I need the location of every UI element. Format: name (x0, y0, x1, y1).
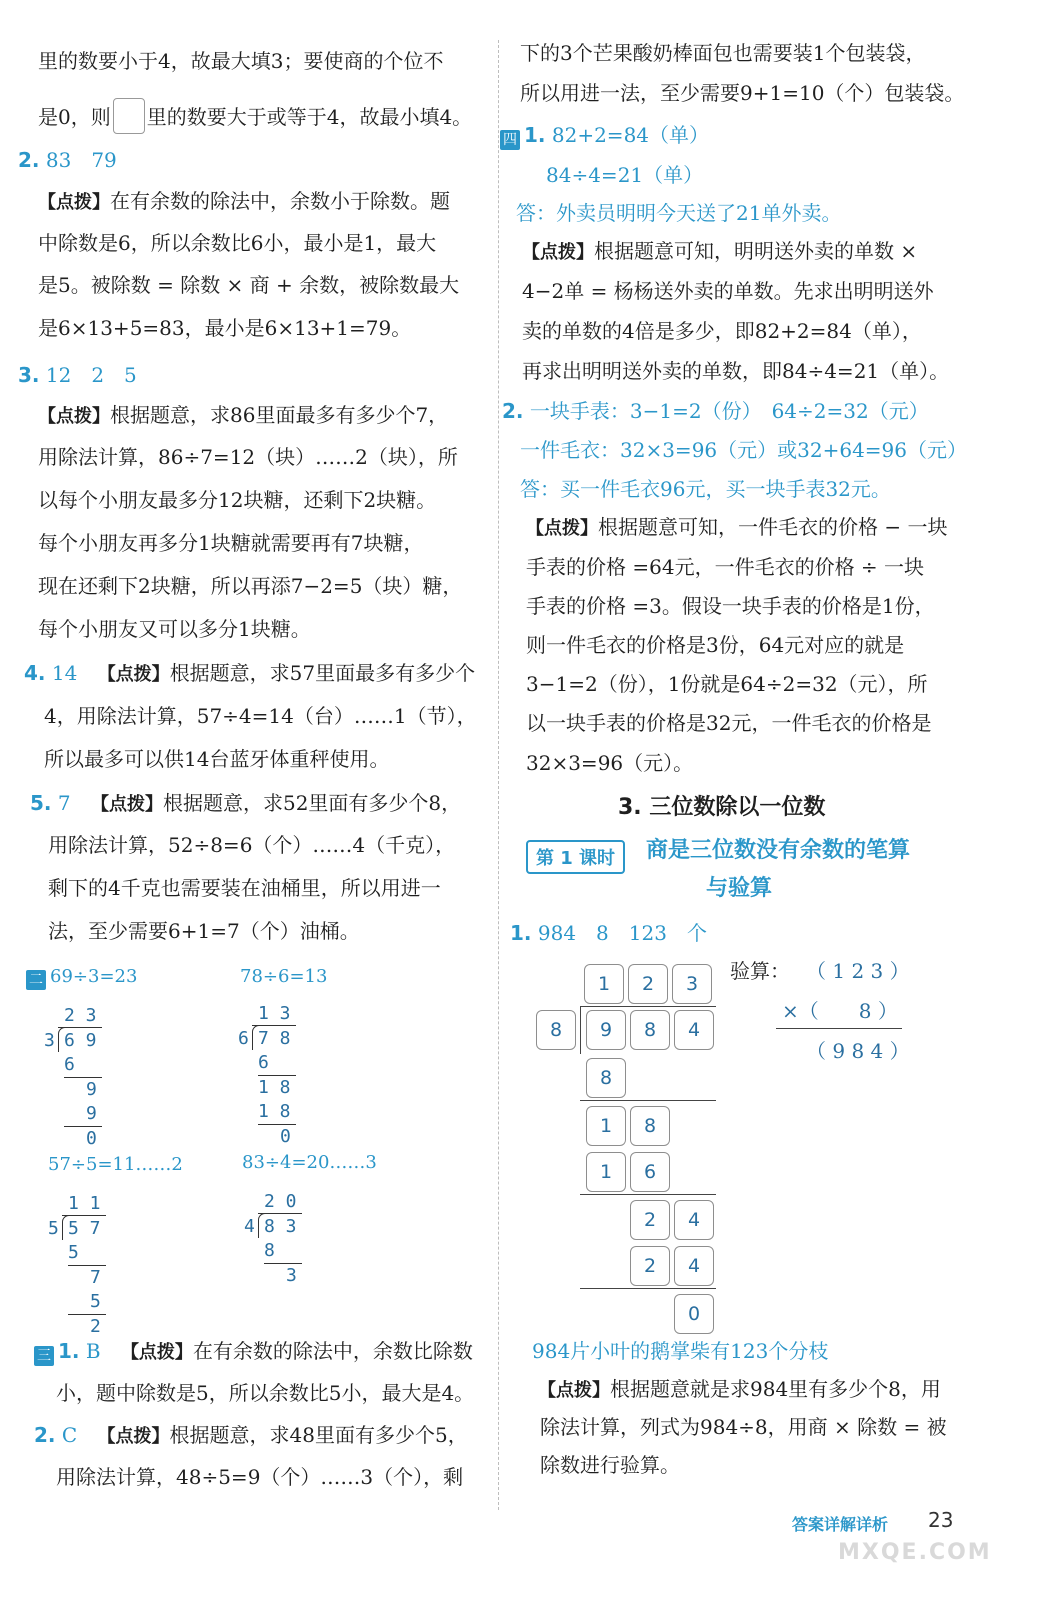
subtrahend: 1 8 (258, 1101, 291, 1122)
section-3-question-2 (34, 1422, 468, 1450)
text-line: 用除法计算，52÷8=6（个）……4（千克）， (48, 833, 456, 857)
question-number: 4. (24, 661, 46, 685)
text-line (38, 402, 448, 430)
text-segment: 根据题意，求48里面有多少个5， (169, 1423, 468, 1447)
column-divider (498, 40, 499, 1510)
section-title: 3. 三位数除以一位数 (618, 795, 826, 820)
text-line (38, 98, 472, 134)
text-line: 现在还剩下2块糖，所以再添7−2=5（块）糖， (38, 574, 463, 598)
section-icon: 二 (26, 970, 46, 990)
tip-tag: 【点拨】 (38, 192, 110, 213)
question-number: 2. (18, 148, 40, 172)
text-line: 32×3=96（元）。 (526, 751, 694, 775)
text-line (522, 238, 917, 266)
check-line-bar (776, 1028, 902, 1029)
text-line: 除法计算，列式为984÷8，用商 × 除数 = 被 (540, 1415, 947, 1439)
equation: 82+2=84（单） (551, 123, 710, 147)
subtract-line (580, 1194, 716, 1195)
dividend-digit: 4 (674, 1010, 714, 1050)
equation: 一块手表：3−1=2（份） 64÷2=32（元） (529, 399, 929, 423)
tip-tag: 【点拨】 (538, 1380, 610, 1401)
answer-sentence: 答：买一件毛衣96元，买一块手表32元。 (520, 477, 891, 501)
answer: 7 (57, 791, 71, 815)
question-5 (30, 790, 461, 818)
text-line: 4−2单 = 杨杨送外卖的单数。先求出明明送外 (522, 279, 934, 303)
remainder: 7 (90, 1267, 101, 1288)
question-number: 3. (18, 363, 40, 387)
text-line: 除数进行验算。 (540, 1453, 680, 1477)
tip-tag: 【点拨】 (97, 1426, 170, 1447)
answer: C (61, 1423, 78, 1447)
remainder: 0 (86, 1128, 97, 1149)
check-line-3: （ 9 8 4 ） (806, 1039, 910, 1063)
text-line: 所以最多可以供14台蓝牙体重秤使用。 (44, 747, 390, 771)
subtrahend: 6 (64, 1054, 75, 1075)
text-line: 下的3个芒果酸奶棒面包也需要装1个包装袋， (520, 41, 926, 65)
section-2-eq-d: 83÷4=20……3 (242, 1152, 377, 1173)
question-2 (18, 147, 117, 173)
section-icon: 四 (500, 130, 520, 150)
text-segment: 在有余数的除法中，余数比除数 (192, 1339, 473, 1363)
text-line: 每个小朋友再多分1块糖就需要再有7块糖， (38, 531, 424, 555)
question-number: 1. (510, 921, 532, 945)
step-digit: 1 (586, 1152, 626, 1192)
check-label: 验算： (730, 959, 790, 983)
remainder: 9 (86, 1079, 97, 1100)
dividend-digit: 9 (586, 1010, 626, 1050)
text-line: 4，用除法计算，57÷4=14（台）……1（节）， (44, 704, 477, 728)
text-line (38, 188, 450, 216)
quotient: 2 3 (64, 1005, 97, 1026)
lesson-title: 与验算 (706, 876, 773, 901)
text-line: 3−1=2（份），1份就是64÷2=32（元），所 (526, 672, 928, 696)
step-digit: 6 (630, 1152, 670, 1192)
section-2-eq-b: 78÷6=13 (240, 966, 328, 987)
lesson-title: 商是三位数没有余数的笔算 (646, 838, 911, 863)
section-4-question-1 (500, 122, 709, 150)
blank-box (113, 98, 145, 134)
section-2-eq-a (26, 964, 137, 990)
divisor: 6 (238, 1028, 249, 1049)
text-line: 卖的单数的4倍是多少，即82+2=84（单）， (522, 319, 922, 343)
text-line: 用除法计算，86÷7=12（块）……2（块），所 (38, 445, 458, 469)
text-line: 用除法计算，48÷5=9（个）……3（个），剩 (56, 1465, 464, 1489)
section-icon: 三 (34, 1346, 54, 1366)
step-digit: 4 (674, 1246, 714, 1286)
subtrahend: 8 (264, 1240, 275, 1261)
text-line: 里的数要小于4，故最大填3；要使商的个位不 (38, 49, 444, 73)
text-segment: 根据题意，求52里面有多少个8， (162, 791, 462, 815)
divisor: 3 (44, 1030, 55, 1051)
tip-tag: 【点拨】 (522, 242, 594, 263)
text-line: 以一块手表的价格是32元，一件毛衣的价格是 (526, 711, 932, 735)
division-bracket (580, 1006, 581, 1054)
text-segment: 根据题意，求57里面最多有多少个 (169, 661, 476, 685)
subtract-line (580, 1288, 716, 1289)
equation: 69÷3=23 (50, 966, 138, 987)
dividend: 8 3 (264, 1216, 297, 1237)
question-number: 2. (502, 399, 524, 423)
subtrahend: 5 (90, 1291, 101, 1312)
dividend: 5 7 (68, 1218, 101, 1239)
text-segment: 里的数要大于或等于4，故最小填4。 (146, 105, 473, 129)
watermark: MXQE.COM (838, 1540, 992, 1565)
subtrahend: 6 (258, 1052, 269, 1073)
text-line: 小，题中除数是5，所以余数比5小，最大是4。 (56, 1381, 475, 1405)
text-segment: 根据题意可知，明明送外卖的单数 × (594, 239, 918, 263)
text-line (538, 1376, 941, 1404)
tip-tag: 【点拨】 (90, 794, 163, 815)
step-digit: 1 (586, 1106, 626, 1146)
equation: 84÷4=21（单） (546, 163, 704, 187)
step-digit: 2 (630, 1200, 670, 1240)
quotient: 2 0 (264, 1191, 297, 1212)
subtrahend: 5 (68, 1242, 79, 1263)
quotient-digit: 2 (628, 964, 668, 1004)
division-bar (580, 1006, 716, 1007)
check-line-2: ×（ 8 ） (782, 999, 898, 1023)
step-digit: 2 (630, 1246, 670, 1286)
text-line: 则一件毛衣的价格是3份，64元对应的就是 (526, 633, 905, 657)
step-digit: 0 (674, 1294, 714, 1334)
text-line: 法，至少需要6+1=7（个）油桶。 (48, 919, 360, 943)
answer: B (85, 1339, 101, 1363)
text-line: 中除数是6，所以余数比6小，最小是1，最大 (38, 231, 437, 255)
tip-tag: 【点拨】 (526, 518, 598, 539)
divisor: 4 (244, 1216, 255, 1237)
tip-tag: 【点拨】 (120, 1342, 193, 1363)
check-line-1: （ 1 2 3 ） (806, 959, 910, 983)
lesson-question-1 (510, 920, 707, 946)
dividend-digit: 8 (630, 1010, 670, 1050)
tip-tag: 【点拨】 (97, 664, 170, 685)
remainder: 2 (90, 1316, 101, 1337)
step-digit: 8 (586, 1058, 626, 1098)
text-segment: 根据题意就是求984里有多少个8，用 (610, 1377, 941, 1401)
subtract-line (580, 1100, 716, 1101)
divisor: 5 (48, 1218, 59, 1239)
tip-tag: 【点拨】 (38, 406, 110, 427)
dividend: 7 8 (258, 1028, 291, 1049)
remainder: 1 8 (258, 1077, 291, 1098)
answer-sentence: 984片小叶的鹅掌柴有123个分枝 (532, 1339, 829, 1363)
section-3-question-1 (34, 1338, 473, 1366)
text-segment: 是0，则 (38, 105, 111, 129)
text-line (526, 514, 947, 542)
answer: 984 8 123 个 (537, 921, 707, 945)
dividend: 6 9 (64, 1030, 97, 1051)
text-line: 再求出明明送外卖的单数，即84÷4=21（单）。 (522, 359, 950, 383)
question-number: 5. (30, 791, 52, 815)
question-4 (24, 660, 475, 688)
text-segment: 根据题意，求86里面最多有多少个7， (110, 403, 449, 427)
question-3 (18, 362, 137, 388)
divisor-digit: 8 (536, 1010, 576, 1050)
page-number: 23 (928, 1508, 954, 1532)
text-line: 是6×13+5=83，最小是6×13+1=79。 (38, 316, 412, 340)
quotient-digit: 3 (672, 964, 712, 1004)
section-2-eq-c: 57÷5=11……2 (48, 1154, 183, 1175)
text-line: 剩下的4千克也需要装在油桶里，所以用进一 (48, 876, 441, 900)
text-line: 所以用进一法，至少需要9+1=10（个）包装袋。 (520, 81, 965, 105)
answer-sentence: 答：外卖员明明今天送了21单外卖。 (516, 201, 842, 225)
lesson-badge: 第 1 课时 (526, 840, 625, 874)
answer: 14 (51, 661, 78, 685)
text-segment: 在有余数的除法中，余数小于除数。题 (110, 189, 450, 213)
question-number: 1. (58, 1339, 80, 1363)
text-line: 是5。被除数 = 除数 × 商 + 余数，被除数最大 (38, 273, 460, 297)
step-digit: 8 (630, 1106, 670, 1146)
remainder: 3 (286, 1265, 297, 1286)
answer: 83 79 (45, 148, 117, 172)
question-number: 1. (524, 123, 546, 147)
subtrahend: 9 (86, 1103, 97, 1124)
section-4-question-2 (502, 398, 929, 424)
text-line: 每个小朋友又可以多分1块糖。 (38, 617, 311, 641)
text-line: 手表的价格 =64元，一件毛衣的价格 ÷ 一块 (526, 555, 925, 579)
text-segment: 根据题意可知，一件毛衣的价格 − 一块 (598, 515, 948, 539)
step-digit: 4 (674, 1200, 714, 1240)
quotient-digit: 1 (584, 964, 624, 1004)
remainder: 0 (280, 1126, 291, 1147)
footer-tag: 答案详解详析 (792, 1515, 889, 1534)
answer: 12 2 5 (45, 363, 137, 387)
equation: 一件毛衣：32×3=96（元）或32+64=96（元） (520, 438, 968, 462)
quotient: 1 1 (68, 1193, 101, 1214)
question-number: 2. (34, 1423, 56, 1447)
quotient: 1 3 (258, 1003, 291, 1024)
text-line: 手表的价格 =3。假设一块手表的价格是1份， (526, 594, 935, 618)
text-line: 以每个小朋友最多分12块糖，还剩下2块糖。 (38, 488, 437, 512)
